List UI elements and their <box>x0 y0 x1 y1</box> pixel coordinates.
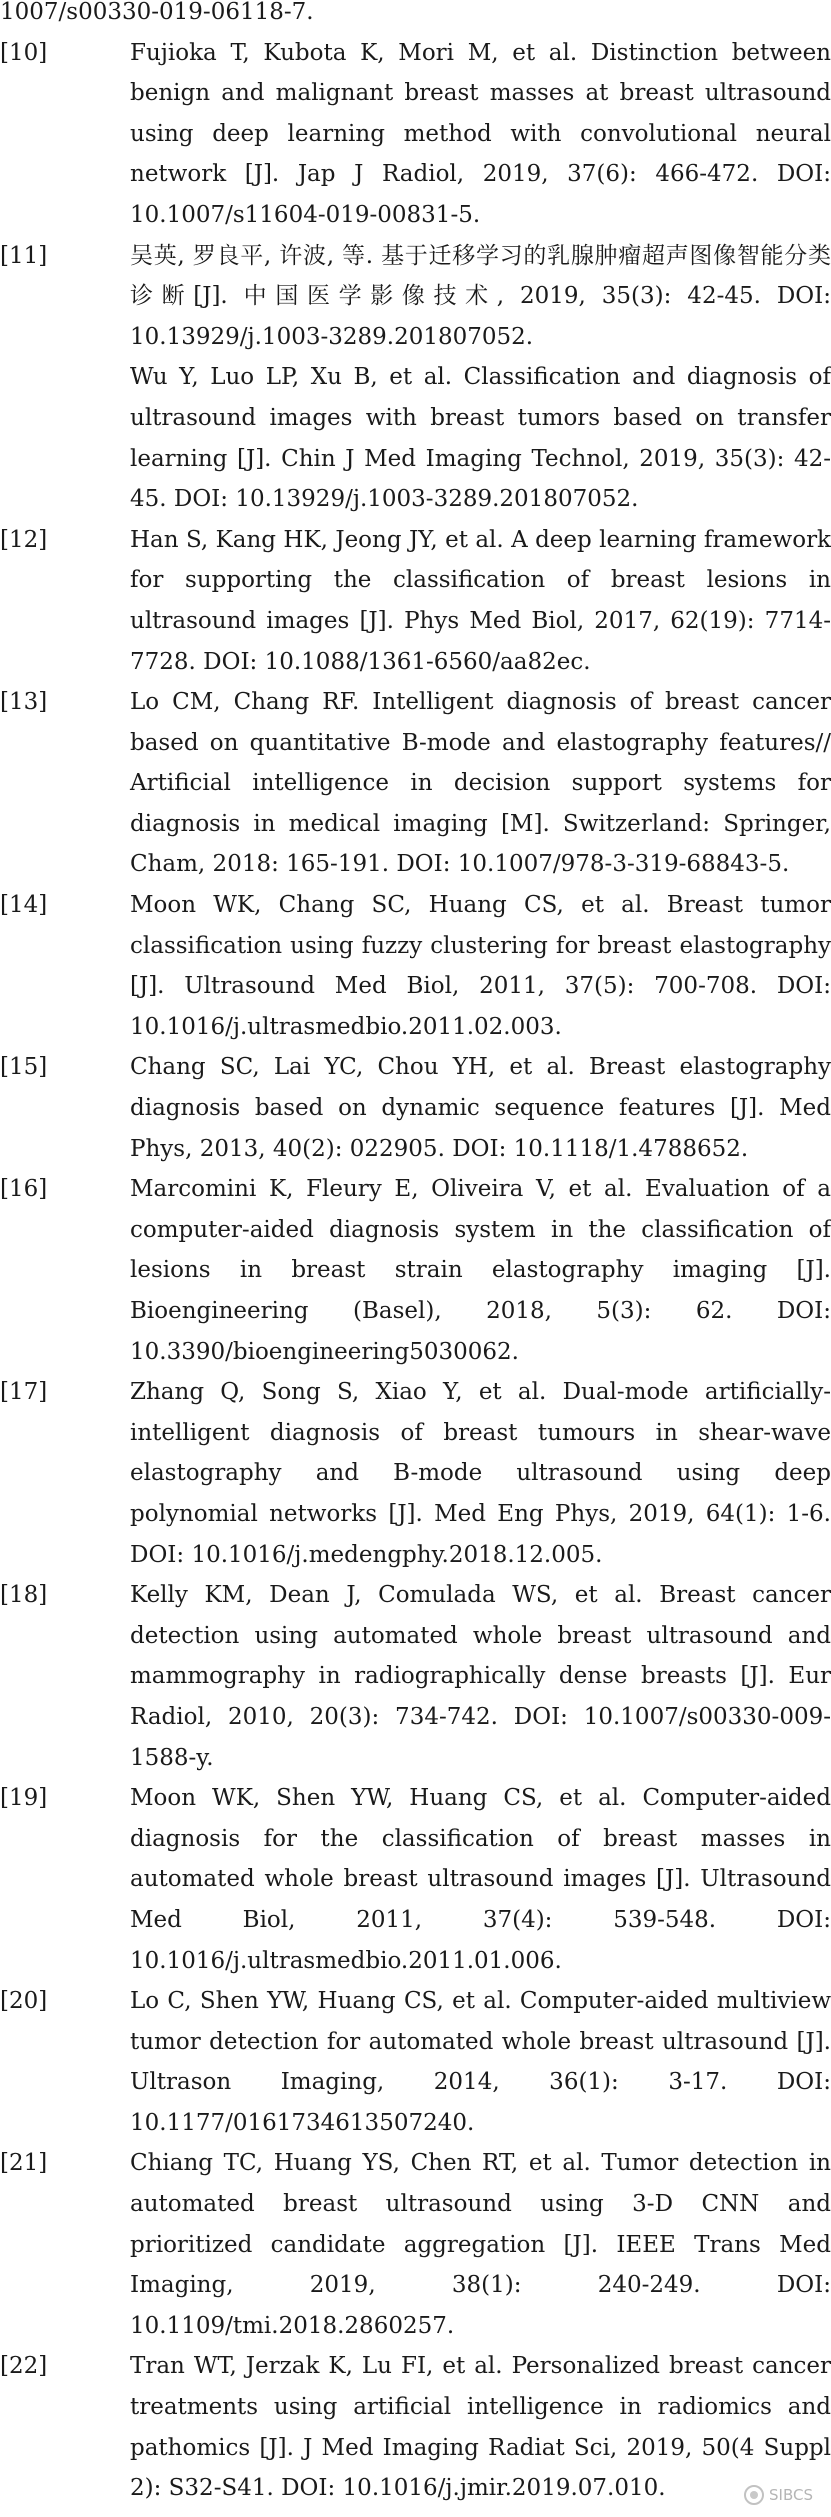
reference-paragraph: Han S, Kang HK, Jeong JY, et al. A deep learning framework for supporting the classification of breast lesions in ultrasound images [J]. Phys Med Biol, 2017, 62(19): 7714-7728. DOI: 10.1088/1361-6560/aa82ec. <box>130 526 831 675</box>
reference-paragraph: Moon WK, Chang SC, Huang CS, et al. Breast tumor classification using fuzzy clustering for breast elastography [J]. Ultrasound Med Biol, 2011, 37(5): 700-708. DOI: 10.1016/j.ultrasmedbio.2011.02.003. <box>130 892 831 1040</box>
reference-item <box>0 520 831 682</box>
reference-paragraph: Marcomini K, Fleury E, Oliveira V, et al. Evaluation of a computer-aided diagnosis system in the classification of lesions in breast strain elastography imaging [J]. Bioengineering (Basel), 2018, 5(3): 62. DOI: 10.3390/bioengineering5030062. <box>130 1176 831 1365</box>
reference-item <box>0 885 831 1047</box>
reference-paragraph: Zhang Q, Song S, Xiao Y, et al. Dual-mode artificially-intelligent diagnosis of breast tumours in shear-wave elastography and B-mode ultrasound using deep polynomial networks [J]. Med Eng Phys, 2019, 64(1): 1-6. DOI: 10.1016/j.medengphy.2018.12.005. <box>130 1379 831 1568</box>
reference-item <box>0 1047 831 1169</box>
reference-item <box>0 236 831 520</box>
reference-number: [13] <box>0 689 48 716</box>
reference-text <box>130 33 831 236</box>
reference-number: [16] <box>0 1176 48 1203</box>
reference-number: [22] <box>0 2353 48 2380</box>
reference-item <box>0 1575 831 1778</box>
reference-text <box>130 2346 831 2508</box>
reference-number: [17] <box>0 1379 48 1406</box>
watermark <box>744 2485 813 2505</box>
reference-paragraph: Tran WT, Jerzak K, Lu FI, et al. Personalized breast cancer treatments using artificial intelligence in radiomics and pathomics [J]. J Med Imaging Radiat Sci, 2019, 50(4 Suppl 2): S32-S41. DOI: 10.1016/j.jmir.2019.07.010. <box>130 2353 831 2502</box>
reference-text <box>130 885 831 1047</box>
reference-number: [10] <box>0 39 48 66</box>
reference-number: [14] <box>0 892 48 919</box>
reference-paragraph: Chiang TC, Huang YS, Chen RT, et al. Tumor detection in automated breast ultrasound using 3-D CNN and prioritized candidate aggregation [J]. IEEE Trans Med Imaging, 2019, 38(1): 240-249. DOI: 10.1109/tmi.2018.2860257. <box>130 2150 831 2339</box>
reference-text <box>130 2143 831 2346</box>
reference-text <box>130 1575 831 1778</box>
wechat-channel-icon <box>744 2485 764 2505</box>
reference-number: [21] <box>0 2150 48 2177</box>
reference-number: [11] <box>0 242 48 269</box>
reference-number: [20] <box>0 1988 48 2015</box>
reference-text <box>130 236 831 520</box>
reference-paragraph: Kelly KM, Dean J, Comulada WS, et al. Breast cancer detection using automated whole breast ultrasound and mammography in radiographically dense breasts [J]. Eur Radiol, 2010, 20(3): 734-742. DOI: 10.1007/s00330-009-1588-y. <box>130 1582 831 1771</box>
reference-paragraph: Wu Y, Luo LP, Xu B, et al. Classification and diagnosis of ultrasound images with breast tumors based on transfer learning [J]. Chin J Med Imaging Technol, 2019, 35(3): 42-45. DOI: 10.13929/j.1003-3289.201807052. <box>130 364 831 513</box>
reference-text <box>130 1778 831 1981</box>
reference-paragraph: Fujioka T, Kubota K, Mori M, et al. Distinction between benign and malignant breast masses at breast ultrasound using deep learning method with convolutional neural network [J]. Jap J Radiol, 2019, 37(6): 466-472. DOI: 10.1007/s11604-019-00831-5. <box>130 39 831 228</box>
reference-item <box>0 682 831 885</box>
reference-item <box>0 33 831 236</box>
reference-item <box>0 1778 831 1981</box>
reference-item <box>0 1981 831 2143</box>
reference-text <box>130 682 831 885</box>
reference-item <box>0 1372 831 1575</box>
reference-text <box>130 1047 831 1169</box>
reference-paragraph: Chang SC, Lai YC, Chou YH, et al. Breast elastography diagnosis based on dynamic sequence features [J]. Med Phys, 2013, 40(2): 022905. DOI: 10.1118/1.4788652. <box>130 1054 831 1162</box>
reference-number: [15] <box>0 1054 48 1081</box>
reference-text <box>130 1169 831 1372</box>
reference-text <box>130 520 831 682</box>
reference-paragraph: Moon WK, Shen YW, Huang CS, et al. Computer-aided diagnosis for the classification of breast masses in automated whole breast ultrasound images [J]. Ultrasound Med Biol, 2011, 37(4): 539-548. DOI: 10.1016/j.ultrasmedbio.2011.01.006. <box>130 1785 831 1974</box>
reference-text <box>130 1372 831 1575</box>
reference-paragraph: Lo CM, Chang RF. Intelligent diagnosis of breast cancer based on quantitative B-mode and elastography features// Artificial intelligence in decision support systems for diagnosis in medical imaging [M]. Switzerland: Springer, Cham, 2018: 165-191. DOI: 10.1007/978-3-319-68843-5. <box>130 689 831 878</box>
reference-number: [12] <box>0 526 48 553</box>
watermark-text: SIBCS <box>769 2486 813 2504</box>
reference-text <box>130 1981 831 2143</box>
reference-paragraph: Lo C, Shen YW, Huang CS, et al. Computer-aided multiview tumor detection for automated whole breast ultrasound [J]. Ultrason Imaging, 2014, 36(1): 3-17. DOI: 10.1177/0161734613507240. <box>130 1988 831 2136</box>
reference-item <box>0 2346 831 2508</box>
reference-item <box>0 1169 831 1372</box>
reference-number: [19] <box>0 1785 48 1812</box>
reference-paragraph: 吴英, 罗良平, 许波, 等. 基于迁移学习的乳腺肿瘤超声图像智能分类诊断[J]. 中国医学影像技术, 2019, 35(3): 42-45. DOI: 10.13929/j.1003-3289.201807052. <box>130 242 831 350</box>
reference-continuation: 1007/s00330-019-06118-7. <box>0 0 314 25</box>
reference-item <box>0 2143 831 2346</box>
reference-number: [18] <box>0 1582 48 1609</box>
